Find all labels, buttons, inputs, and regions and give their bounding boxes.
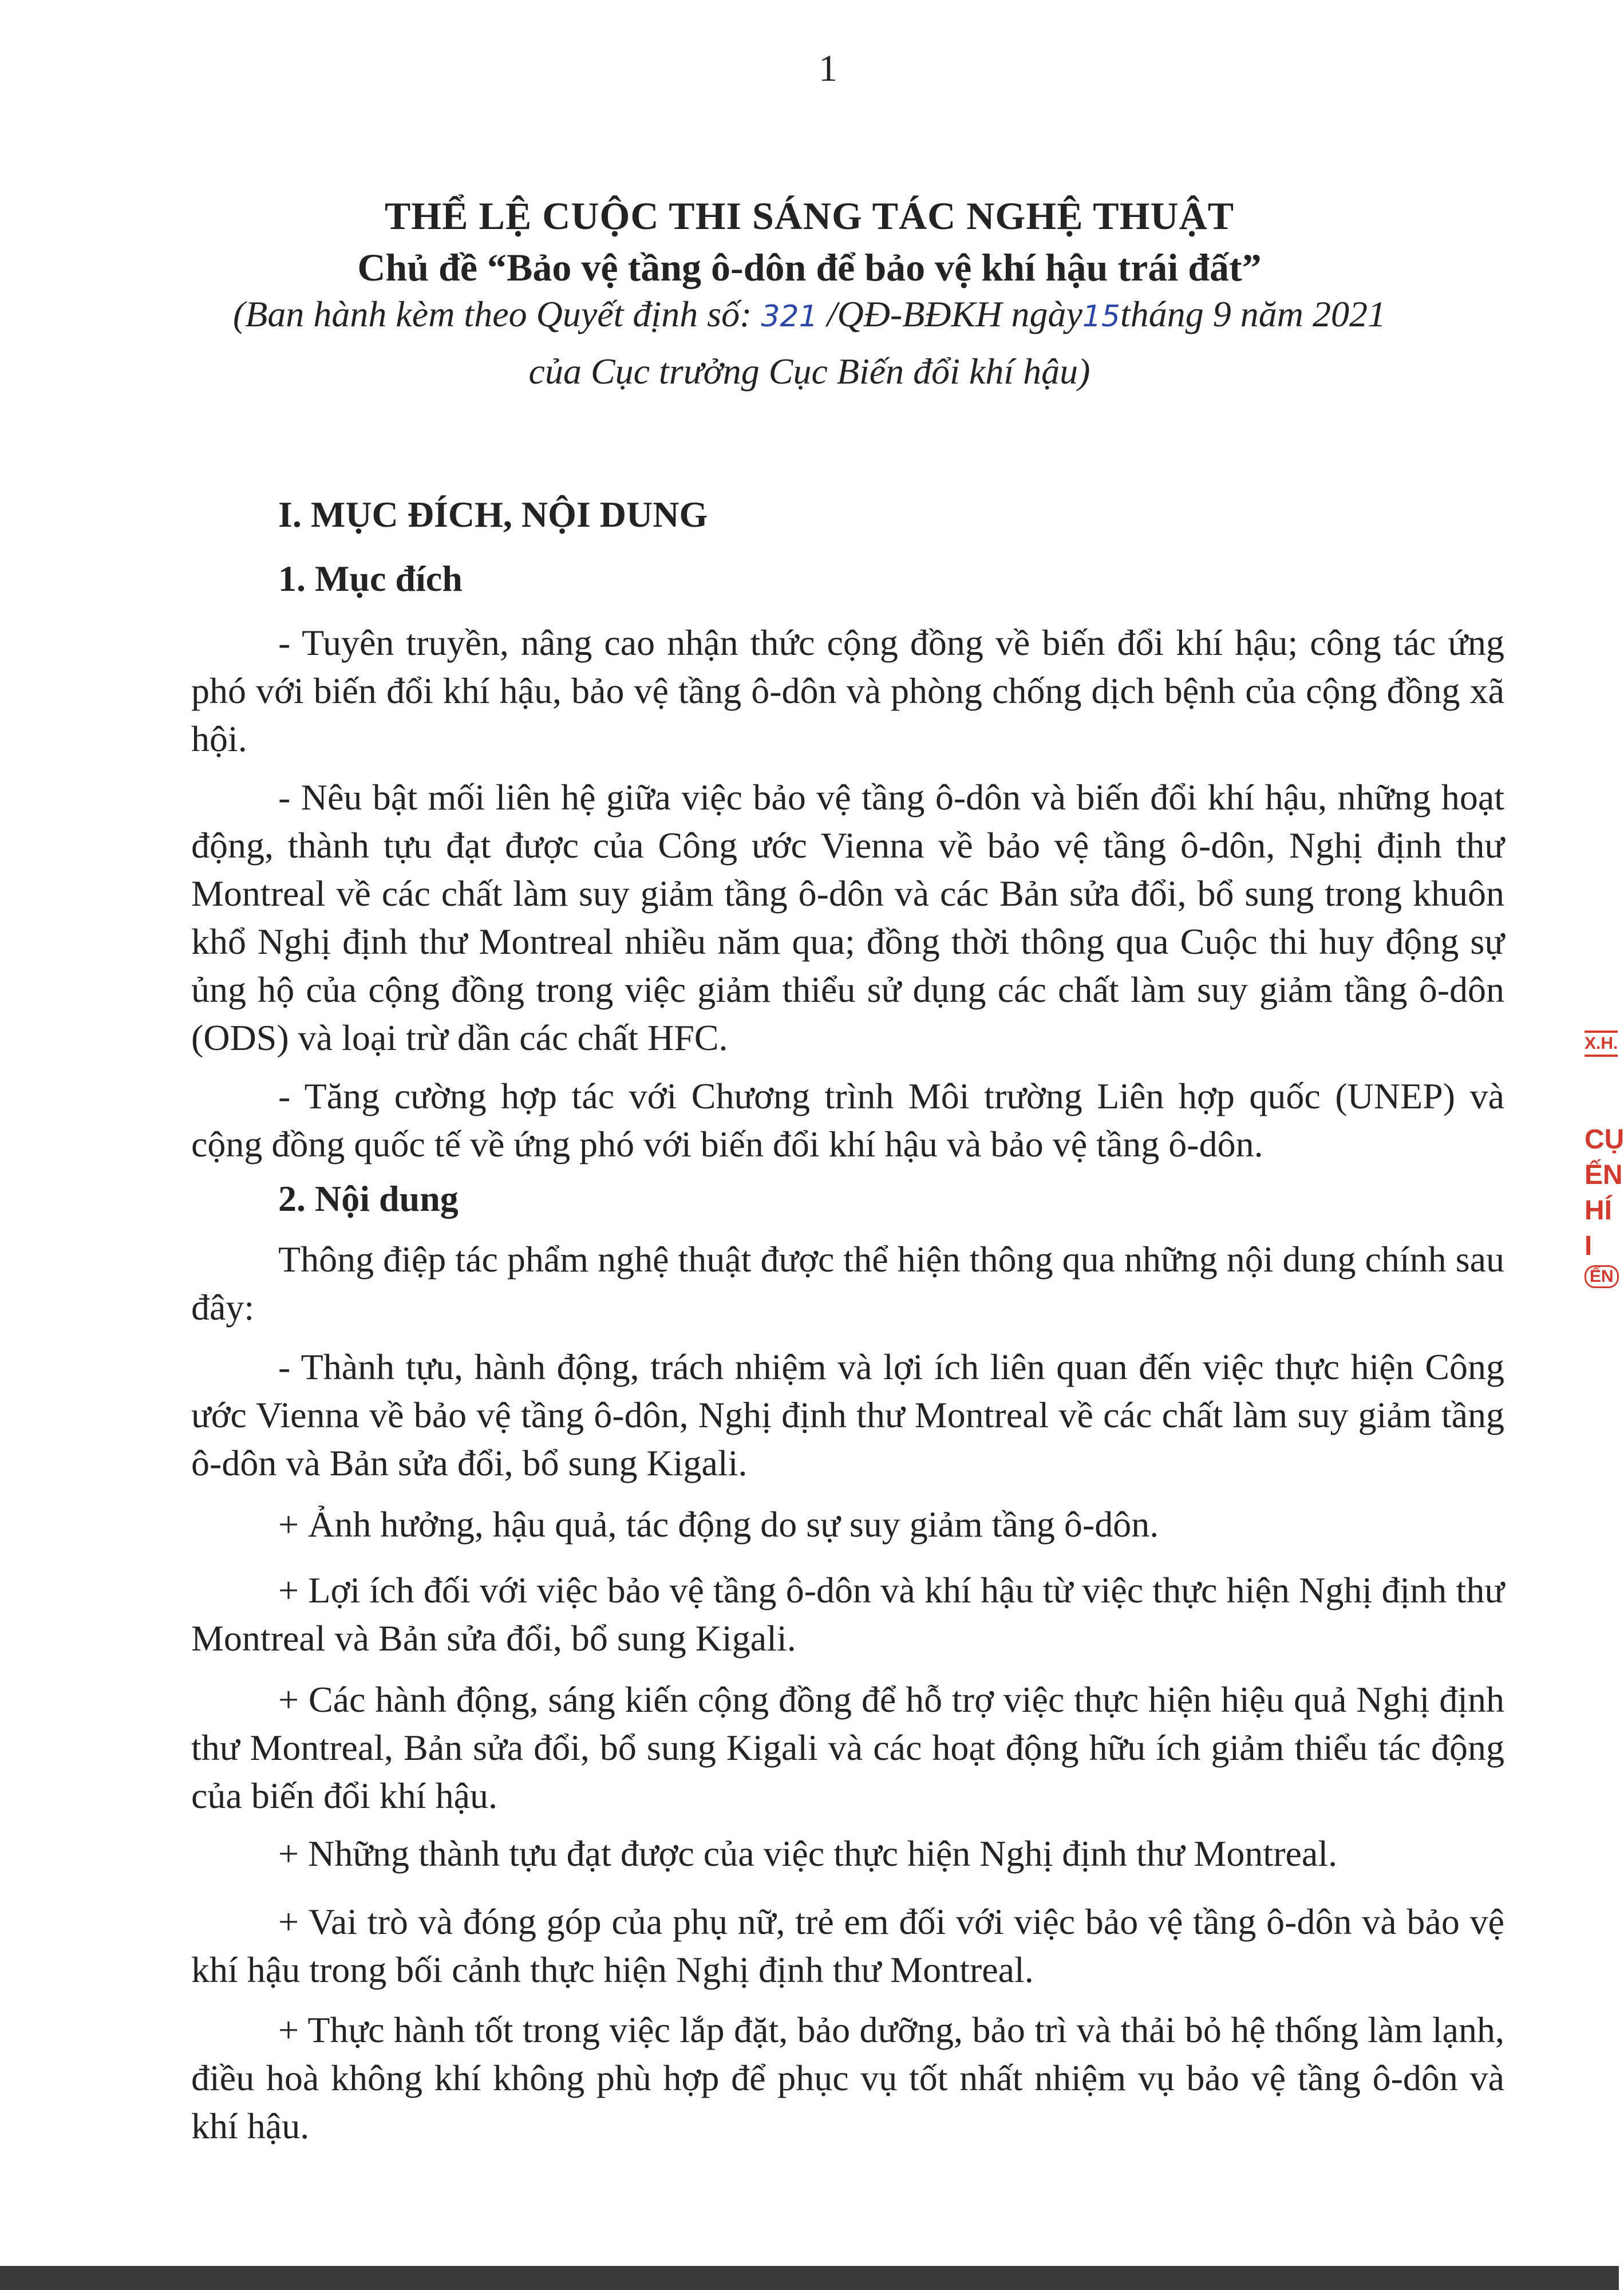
- purpose-paragraph: - Tăng cường hợp tác với Chương trình Môi trường Liên hợp quốc (UNEP) và cộng đồng quốc tế về ứng phó với biến đổi khí hậu và bảo vệ tầng ô-dôn.: [191, 1076, 1504, 1164]
- issuance-suffix: tháng 9 năm 2021: [1120, 294, 1386, 334]
- stamp-line: ẾN: [1585, 1160, 1623, 1190]
- content-bullet: + Các hành động, sáng kiến cộng đồng để hỗ trợ việc thực hiện hiệu quả Nghị định thư Montreal, Bản sửa đổi, bổ sung Kigali và các hoạt động hữu ích giảm thiểu tác động của biến đổi khí hậu.: [191, 1679, 1504, 1816]
- stamp-line: CỤ: [1585, 1124, 1624, 1155]
- content-paragraph: - Thành tựu, hành động, trách nhiệm và lợi ích liên quan đến việc thực hiện Công ước Vienna về bảo vệ tầng ô-dôn, Nghị định thư Montreal về các chất làm suy giảm tầng ô-dôn và Bản sửa đổi, bổ sung Kigali.: [191, 1347, 1504, 1483]
- stamp-line: HÍ I: [1585, 1195, 1612, 1261]
- stamp-top-text: X.H.: [1585, 1030, 1618, 1057]
- content-bullet: + Thực hành tốt trong việc lắp đặt, bảo dưỡng, bảo trì và thải bỏ hệ thống làm lạnh, điều hoà không khí không phù hợp để phục vụ tốt nhất nhiệm vụ bảo vệ tầng ô-dôn và khí hậu.: [191, 2009, 1504, 2146]
- subsection-heading-content: 2. Nội dung: [278, 1178, 459, 1219]
- content-bullet: + Ảnh hưởng, hậu quả, tác động do sự suy giảm tầng ô-dôn.: [278, 1504, 1159, 1545]
- document-topic: Chủ đề “Bảo vệ tầng ô-dôn để bảo vệ khí hậu trái đất”: [357, 246, 1262, 289]
- viewer-bottom-bar: [0, 2266, 1619, 2290]
- section-heading-purpose-content: I. MỤC ĐÍCH, NỘI DUNG: [278, 494, 708, 535]
- content-bullet: + Lợi ích đối với việc bảo vệ tầng ô-dôn và khí hậu từ việc thực hiện Nghị định thư Montreal và Bản sửa đổi, bổ sung Kigali.: [191, 1570, 1504, 1659]
- issuance-note: [0, 293, 1619, 335]
- stamp-bottom-text: ẾN: [1585, 1265, 1619, 1288]
- document-title: THỂ LỆ CUỘC THI SÁNG TÁC NGHỆ THUẬT: [384, 194, 1235, 238]
- purpose-paragraph: - Tuyên truyền, nâng cao nhận thức cộng đồng về biến đổi khí hậu; công tác ứng phó với biến đổi khí hậu, bảo vệ tầng ô-dôn và phòng chống dịch bệnh của cộng đồng xã hội.: [191, 622, 1504, 759]
- red-seal-stamp: [1585, 1030, 1624, 1305]
- content-bullet: + Những thành tựu đạt được của việc thực hiện Nghị định thư Montreal.: [278, 1833, 1338, 1874]
- purpose-paragraph: - Nêu bật mối liên hệ giữa việc bảo vệ tầng ô-dôn và biến đổi khí hậu, những hoạt động, thành tựu đạt được của Công ước Vienna về bảo vệ tầng ô-dôn, Nghị định thư Montreal về các chất làm suy giảm tầng ô-dôn và các Bản sửa đổi, bổ sung trong khuôn khổ Nghị định thư Montreal nhiều năm qua; đồng thời thông qua Cuộc thi huy động sự ủng hộ của cộng đồng trong việc giảm thiểu sử dụng các chất làm suy giảm tầng ô-dôn (ODS) và loại trừ dần các chất HFC.: [191, 777, 1504, 1058]
- issuance-middle: /QĐ-BĐKH ngày: [817, 294, 1082, 334]
- subsection-heading-purpose: 1. Mục đích: [278, 558, 463, 599]
- handwritten-decision-number: 321: [761, 299, 818, 334]
- content-paragraph: Thông điệp tác phẩm nghệ thuật được thể hiện thông qua những nội dung chính sau đây:: [191, 1239, 1504, 1328]
- issuing-authority: của Cục trưởng Cục Biến đổi khí hậu): [528, 351, 1090, 392]
- stamp-middle-text: [1585, 1122, 1624, 1264]
- page-number: 1: [819, 48, 837, 89]
- handwritten-day: 15: [1082, 299, 1121, 334]
- issuance-prefix: (Ban hành kèm theo Quyết định số:: [232, 294, 761, 334]
- content-bullet: + Vai trò và đóng góp của phụ nữ, trẻ em đối với việc bảo vệ tầng ô-dôn và bảo vệ khí hậu trong bối cảnh thực hiện Nghị định thư Montreal.: [191, 1901, 1504, 1990]
